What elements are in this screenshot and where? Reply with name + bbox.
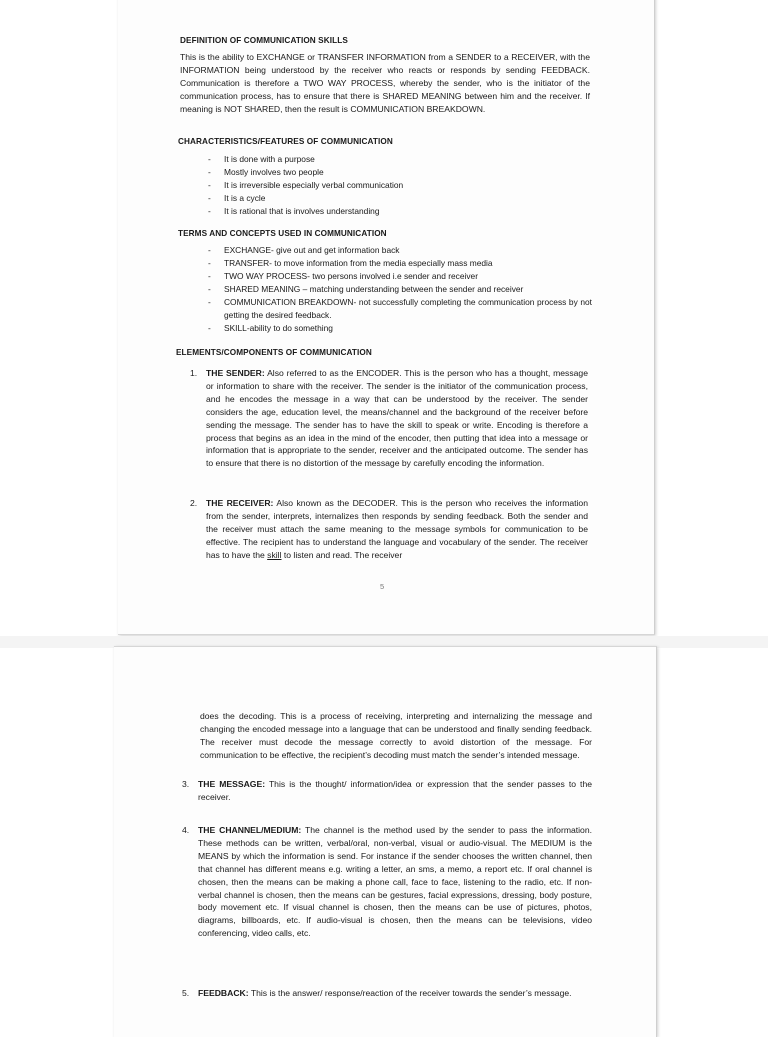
item-number: 1. [190, 368, 198, 378]
item-number: 2. [190, 498, 198, 508]
item-number: 5. [182, 988, 190, 998]
item-label: THE RECEIVER: [206, 498, 274, 508]
page-5-sheet [118, 0, 655, 635]
characteristics-heading: CHARACTERISTICS/FEATURES OF COMMUNICATION [178, 137, 393, 146]
item-label: THE SENDER: [206, 368, 265, 378]
list-item: - It is irreversible especially verbal communication [208, 179, 588, 192]
page-number: 5 [380, 582, 385, 591]
list-item: - SKILL-ability to do something [208, 322, 592, 335]
characteristics-list [208, 153, 588, 218]
item-body [206, 367, 588, 470]
terms-list [208, 244, 592, 335]
list-item: - TRANSFER- to move information from the media especially mass media [208, 257, 592, 270]
underlined-word: skill [267, 549, 282, 560]
definition-paragraph: This is the ability to EXCHANGE or TRANSFER INFORMATION from a SENDER to a RECEIVER, with the INFORMATION being understood by the receiver who reacts or responds by sending FEEDBACK. Communication is therefore a TWO WAY PROCESS, whereby the sender, who is the initiator of the communication process, has to ensure that there is SHARED MEANING between him and the receiver. If meaning is NOT SHARED, then the result is COMMUNICATION BREAKDOWN. [180, 52, 590, 114]
terms-heading: TERMS AND CONCEPTS USED IN COMMUNICATION [178, 229, 387, 238]
item-number: 3. [182, 779, 190, 789]
list-item: - COMMUNICATION BREAKDOWN- not successfully completing the communication process by not getting the desired feedback. [208, 296, 592, 322]
item-text: The channel is the method used by the sender to pass the information. These methods can be written, verbal/oral, non-verbal, visual or audio-visual. The MEDIUM is the MEANS by which the information is send. For instance if the sender chooses the written channel, then that channel has different means e.g. writing a letter, an sms, a memo, a report etc. If oral channel is chosen, then the means can be making a phone call, face to face, listening to the radio, etc. If non-verbal channel is chosen, then the means can be gestures, facial expressions, dressing, body posture, body movement etc. If visual channel is chosen, then the means can be use of pictures, photos, diagrams, billboards, etc. If audio-visual is chosen, then the means can be televisions, video conferencing, video calls, etc. [198, 825, 592, 939]
item-label: FEEDBACK: [198, 988, 249, 998]
item-label: THE CHANNEL/MEDIUM: [198, 825, 302, 835]
list-item: - It is rational that is involves understanding [208, 205, 588, 218]
list-item: - Mostly involves two people [208, 166, 588, 179]
list-item: - SHARED MEANING – matching understanding between the sender and receiver [208, 283, 592, 296]
list-item: - It is a cycle [208, 192, 588, 205]
elements-heading: ELEMENTS/COMPONENTS OF COMMUNICATION [176, 348, 372, 357]
list-item: - It is done with a purpose [208, 153, 588, 166]
item-number: 4. [182, 825, 190, 835]
definition-heading: DEFINITION OF COMMUNICATION SKILLS [180, 36, 348, 45]
item-label: THE MESSAGE: [198, 779, 266, 789]
page-6-sheet [114, 646, 657, 1037]
item-text: This is the thought/ information/idea or expression that the sender passes to the receiver. [198, 779, 592, 802]
list-item: - TWO WAY PROCESS- two persons involved i.e sender and receiver [208, 270, 592, 283]
item-body [198, 824, 592, 940]
item-text: Also referred to as the ENCODER. This is the person who has a thought, message or information to share with the receiver. The sender is the initiator of the communication process, and he encodes the message in a way that can be understood by the receiver. The sender considers the age, education level, the means/channel and the background of the receiver before sending the message. The sender has to have the skill to speak or write. Encoding is therefore a process that begins as an idea in the mind of the encoder, then putting that idea into a message or information that is appropriate to the sender, receiver and the anticipated outcome. The sender has to ensure that there is no distortion of the message by carefully encoding the information. [206, 368, 588, 469]
item-body [198, 778, 592, 804]
continuation-paragraph: does the decoding. This is a process of receiving, interpreting and internalizing the message and changing the encoded message into a language that can be understood and finally sending feedback. The receiver must decode the message correctly to avoid distortion of the message. For communication to be effective, the recipient’s decoding must match the sender’s intended message. [200, 711, 592, 760]
item-text: to listen and read. The receiver [281, 549, 403, 560]
item-text: Also known as the DECODER. This is the person who receives the information from the sender, interprets, internalizes then responds by sending feedback. Both the sender and the receiver must attach the same meaning to the message symbols for communication to be effective. The recipient has to understand the language and vocabulary of the sender. The receiver has to have the [206, 498, 588, 560]
list-item: - EXCHANGE- give out and get information back [208, 244, 592, 257]
item-body [206, 497, 588, 562]
item-text: This is the answer/ response/reaction of the receiver towards the sender’s message. [248, 988, 572, 998]
item-body [198, 987, 592, 1000]
